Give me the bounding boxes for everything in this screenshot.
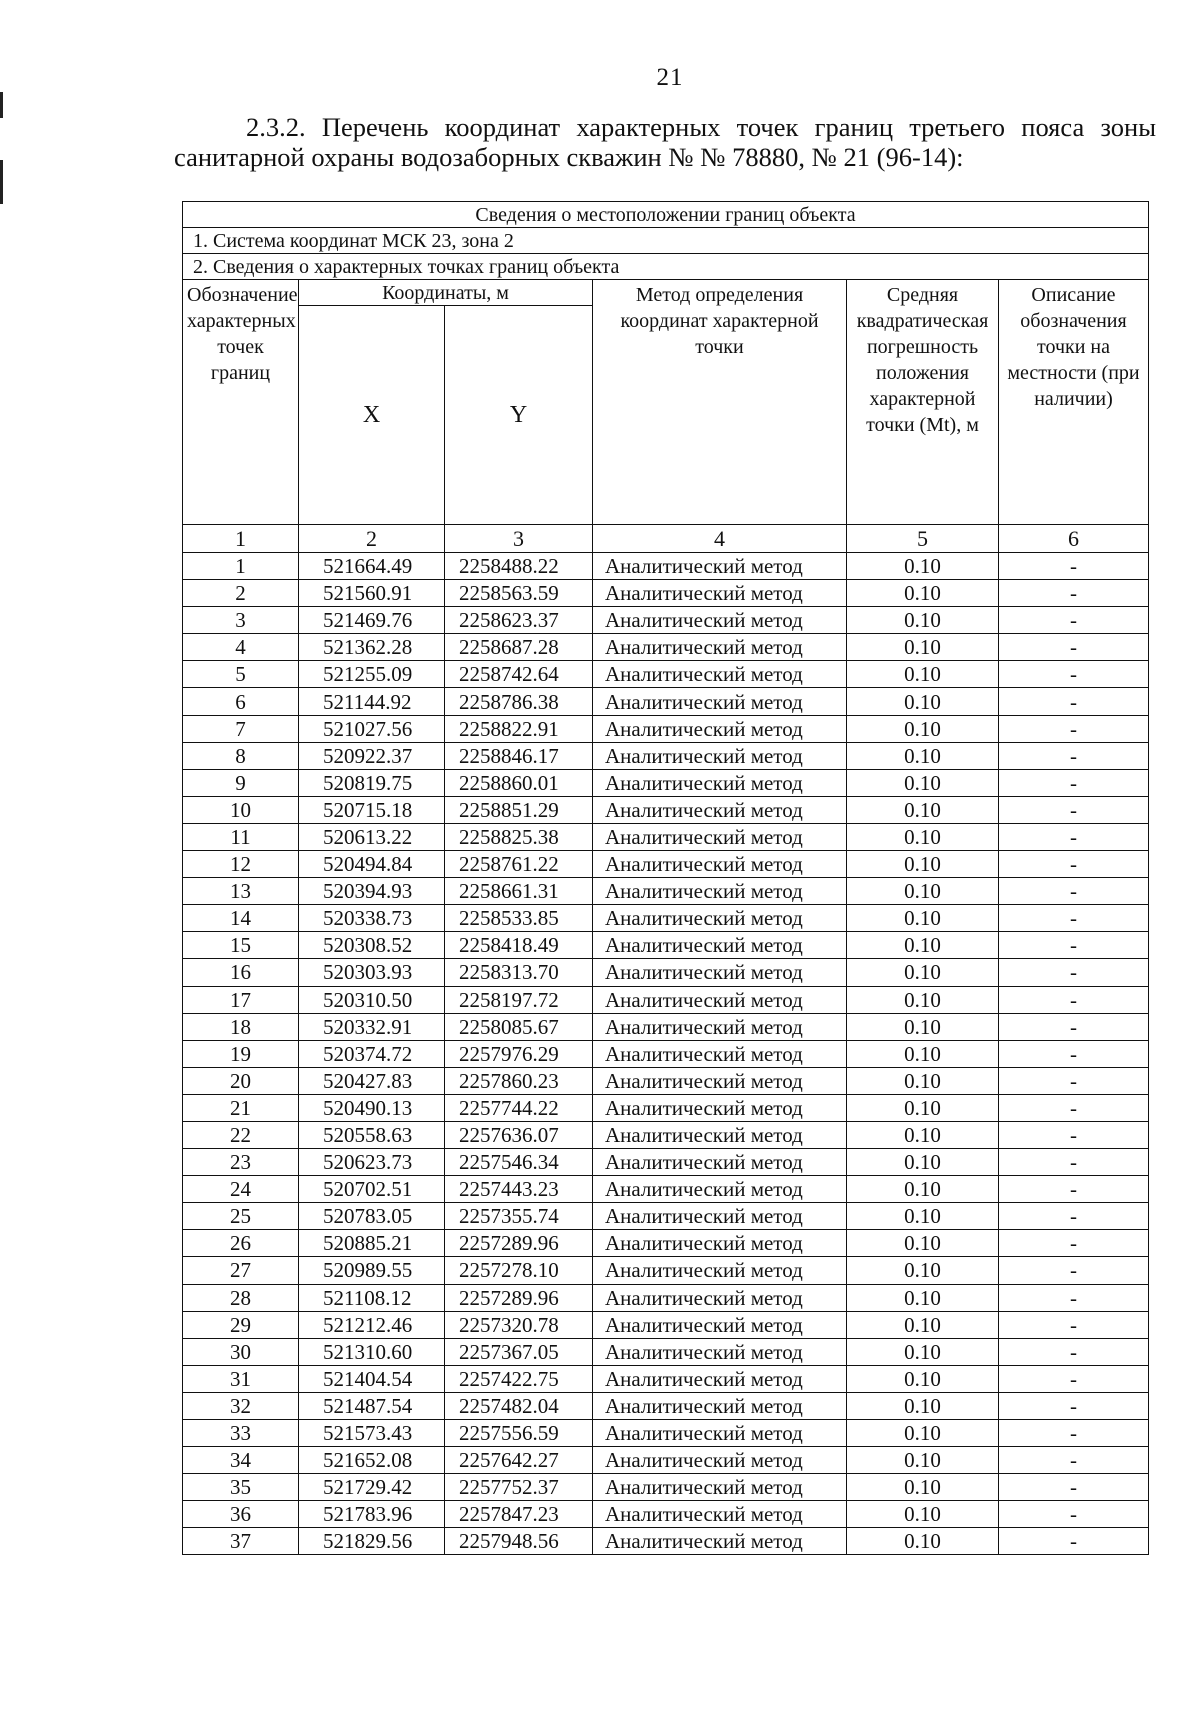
point-number-cell: 25 xyxy=(183,1203,299,1230)
error-cell: 0.10 xyxy=(847,1528,999,1555)
table-row xyxy=(183,634,1149,661)
table-row xyxy=(183,878,1149,905)
heading-line-1: 2.3.2. Перечень координат характерных точек границ третьего пояса зоны xyxy=(246,112,1156,142)
method-cell: Аналитический метод xyxy=(593,878,847,905)
table-title: Сведения о местоположении границ объекта xyxy=(183,202,1149,228)
method-cell: Аналитический метод xyxy=(593,796,847,823)
x-coordinate-cell: 520715.18 xyxy=(299,796,445,823)
y-coordinate-cell: 2257289.96 xyxy=(445,1230,593,1257)
table-row xyxy=(183,1121,1149,1148)
error-cell: 0.10 xyxy=(847,1365,999,1392)
table-row xyxy=(183,932,1149,959)
table-row xyxy=(183,1284,1149,1311)
y-coordinate-cell: 2257320.78 xyxy=(445,1311,593,1338)
error-cell: 0.10 xyxy=(847,769,999,796)
y-coordinate-cell: 2258846.17 xyxy=(445,742,593,769)
x-coordinate-cell: 520332.91 xyxy=(299,1013,445,1040)
heading-line-2: санитарной охраны водозаборных скважин № № 78880, № 21 (96-14): xyxy=(174,142,964,172)
method-cell: Аналитический метод xyxy=(593,742,847,769)
point-number-cell: 5 xyxy=(183,661,299,688)
error-cell: 0.10 xyxy=(847,1230,999,1257)
error-cell: 0.10 xyxy=(847,553,999,580)
error-cell: 0.10 xyxy=(847,1420,999,1447)
description-cell: - xyxy=(999,1230,1149,1257)
method-cell: Аналитический метод xyxy=(593,1176,847,1203)
error-cell: 0.10 xyxy=(847,1013,999,1040)
method-cell: Аналитический метод xyxy=(593,932,847,959)
point-number-cell: 22 xyxy=(183,1121,299,1148)
error-cell: 0.10 xyxy=(847,986,999,1013)
description-cell: - xyxy=(999,823,1149,850)
x-coordinate-cell: 521108.12 xyxy=(299,1284,445,1311)
point-number-cell: 9 xyxy=(183,769,299,796)
x-coordinate-cell: 520922.37 xyxy=(299,742,445,769)
x-coordinate-cell: 520310.50 xyxy=(299,986,445,1013)
error-cell: 0.10 xyxy=(847,1149,999,1176)
x-coordinate-cell: 521729.42 xyxy=(299,1474,445,1501)
y-coordinate-cell: 2257847.23 xyxy=(445,1501,593,1528)
description-cell: - xyxy=(999,1338,1149,1365)
page-number: 21 xyxy=(656,64,684,91)
table-row xyxy=(183,1257,1149,1284)
description-cell: - xyxy=(999,1257,1149,1284)
y-coordinate-cell: 2257556.59 xyxy=(445,1420,593,1447)
y-coordinate-cell: 2258742.64 xyxy=(445,661,593,688)
column-number: 2 xyxy=(299,525,445,553)
method-cell: Аналитический метод xyxy=(593,1067,847,1094)
x-coordinate-cell: 520819.75 xyxy=(299,769,445,796)
y-coordinate-cell: 2258313.70 xyxy=(445,959,593,986)
error-cell: 0.10 xyxy=(847,1203,999,1230)
y-coordinate-cell: 2258418.49 xyxy=(445,932,593,959)
method-cell: Аналитический метод xyxy=(593,1311,847,1338)
point-number-cell: 21 xyxy=(183,1094,299,1121)
point-number-cell: 36 xyxy=(183,1501,299,1528)
point-number-cell: 7 xyxy=(183,715,299,742)
table-row xyxy=(183,1365,1149,1392)
point-number-cell: 1 xyxy=(183,553,299,580)
error-cell: 0.10 xyxy=(847,823,999,850)
x-coordinate-cell: 520374.72 xyxy=(299,1040,445,1067)
description-cell: - xyxy=(999,1013,1149,1040)
error-cell: 0.10 xyxy=(847,878,999,905)
table-row xyxy=(183,959,1149,986)
method-cell: Аналитический метод xyxy=(593,1447,847,1474)
header-error: Средняя квадратическая погрешность положения характерной точки (Mt), м xyxy=(847,280,999,525)
points-info: 2. Сведения о характерных точках границ объекта xyxy=(183,254,1149,280)
error-cell: 0.10 xyxy=(847,959,999,986)
point-number-cell: 2 xyxy=(183,580,299,607)
y-coordinate-cell: 2258786.38 xyxy=(445,688,593,715)
description-cell: - xyxy=(999,1420,1149,1447)
point-number-cell: 26 xyxy=(183,1230,299,1257)
x-coordinate-cell: 521560.91 xyxy=(299,580,445,607)
point-number-cell: 3 xyxy=(183,607,299,634)
table-row xyxy=(183,1040,1149,1067)
table-row xyxy=(183,1149,1149,1176)
error-cell: 0.10 xyxy=(847,1067,999,1094)
table-row xyxy=(183,986,1149,1013)
x-coordinate-cell: 521144.92 xyxy=(299,688,445,715)
description-cell: - xyxy=(999,553,1149,580)
y-coordinate-cell: 2257482.04 xyxy=(445,1392,593,1419)
column-number: 4 xyxy=(593,525,847,553)
description-cell: - xyxy=(999,715,1149,742)
column-number: 5 xyxy=(847,525,999,553)
method-cell: Аналитический метод xyxy=(593,1392,847,1419)
header-coordinates: Координаты, м xyxy=(299,280,593,306)
y-coordinate-cell: 2257860.23 xyxy=(445,1067,593,1094)
description-cell: - xyxy=(999,1311,1149,1338)
point-number-cell: 28 xyxy=(183,1284,299,1311)
table-row xyxy=(183,1230,1149,1257)
description-cell: - xyxy=(999,1067,1149,1094)
error-cell: 0.10 xyxy=(847,851,999,878)
table-row xyxy=(183,1447,1149,1474)
method-cell: Аналитический метод xyxy=(593,1420,847,1447)
description-cell: - xyxy=(999,1528,1149,1555)
y-coordinate-cell: 2258623.37 xyxy=(445,607,593,634)
column-number: 3 xyxy=(445,525,593,553)
point-number-cell: 19 xyxy=(183,1040,299,1067)
y-coordinate-cell: 2258687.28 xyxy=(445,634,593,661)
description-cell: - xyxy=(999,688,1149,715)
method-cell: Аналитический метод xyxy=(593,661,847,688)
y-coordinate-cell: 2257642.27 xyxy=(445,1447,593,1474)
error-cell: 0.10 xyxy=(847,1176,999,1203)
y-coordinate-cell: 2258851.29 xyxy=(445,796,593,823)
error-cell: 0.10 xyxy=(847,1501,999,1528)
coordinates-table xyxy=(182,201,1149,1555)
description-cell: - xyxy=(999,1474,1149,1501)
x-coordinate-cell: 520303.93 xyxy=(299,959,445,986)
scan-mark xyxy=(0,92,3,118)
y-coordinate-cell: 2258085.67 xyxy=(445,1013,593,1040)
table-row xyxy=(183,1311,1149,1338)
method-cell: Аналитический метод xyxy=(593,959,847,986)
x-coordinate-cell: 521487.54 xyxy=(299,1392,445,1419)
x-coordinate-cell: 521362.28 xyxy=(299,634,445,661)
point-number-cell: 11 xyxy=(183,823,299,850)
error-cell: 0.10 xyxy=(847,688,999,715)
method-cell: Аналитический метод xyxy=(593,688,847,715)
x-coordinate-cell: 520885.21 xyxy=(299,1230,445,1257)
error-cell: 0.10 xyxy=(847,1040,999,1067)
x-coordinate-cell: 520558.63 xyxy=(299,1121,445,1148)
description-cell: - xyxy=(999,742,1149,769)
point-number-cell: 12 xyxy=(183,851,299,878)
description-cell: - xyxy=(999,851,1149,878)
description-cell: - xyxy=(999,1501,1149,1528)
error-cell: 0.10 xyxy=(847,1257,999,1284)
x-coordinate-cell: 521027.56 xyxy=(299,715,445,742)
y-coordinate-cell: 2258661.31 xyxy=(445,878,593,905)
method-cell: Аналитический метод xyxy=(593,1094,847,1121)
x-coordinate-cell: 520989.55 xyxy=(299,1257,445,1284)
x-coordinate-cell: 521783.96 xyxy=(299,1501,445,1528)
header-description: Описание обозначения точки на местности (при наличии) xyxy=(999,280,1149,525)
table-row xyxy=(183,851,1149,878)
table-row xyxy=(183,607,1149,634)
method-cell: Аналитический метод xyxy=(593,1203,847,1230)
error-cell: 0.10 xyxy=(847,1284,999,1311)
method-cell: Аналитический метод xyxy=(593,553,847,580)
table-row xyxy=(183,796,1149,823)
method-cell: Аналитический метод xyxy=(593,1149,847,1176)
point-number-cell: 16 xyxy=(183,959,299,986)
y-coordinate-cell: 2258533.85 xyxy=(445,905,593,932)
table-row xyxy=(183,1528,1149,1555)
method-cell: Аналитический метод xyxy=(593,851,847,878)
table-row xyxy=(183,1013,1149,1040)
description-cell: - xyxy=(999,634,1149,661)
table-row xyxy=(183,769,1149,796)
error-cell: 0.10 xyxy=(847,1311,999,1338)
x-coordinate-cell: 520702.51 xyxy=(299,1176,445,1203)
description-cell: - xyxy=(999,1176,1149,1203)
point-number-cell: 23 xyxy=(183,1149,299,1176)
description-cell: - xyxy=(999,1447,1149,1474)
x-coordinate-cell: 521664.49 xyxy=(299,553,445,580)
method-cell: Аналитический метод xyxy=(593,1040,847,1067)
table-row xyxy=(183,1176,1149,1203)
table-row xyxy=(183,715,1149,742)
table-row xyxy=(183,1203,1149,1230)
method-cell: Аналитический метод xyxy=(593,1474,847,1501)
header-y: Y xyxy=(445,306,593,525)
point-number-cell: 6 xyxy=(183,688,299,715)
point-number-cell: 8 xyxy=(183,742,299,769)
point-number-cell: 13 xyxy=(183,878,299,905)
method-cell: Аналитический метод xyxy=(593,1121,847,1148)
error-cell: 0.10 xyxy=(847,1338,999,1365)
error-cell: 0.10 xyxy=(847,634,999,661)
method-cell: Аналитический метод xyxy=(593,634,847,661)
point-number-cell: 34 xyxy=(183,1447,299,1474)
y-coordinate-cell: 2257367.05 xyxy=(445,1338,593,1365)
coord-system: 1. Система координат МСК 23, зона 2 xyxy=(183,228,1149,254)
table-row xyxy=(183,580,1149,607)
method-cell: Аналитический метод xyxy=(593,823,847,850)
table-row xyxy=(183,1392,1149,1419)
x-coordinate-cell: 521212.46 xyxy=(299,1311,445,1338)
point-number-cell: 35 xyxy=(183,1474,299,1501)
description-cell: - xyxy=(999,769,1149,796)
error-cell: 0.10 xyxy=(847,1474,999,1501)
column-number: 6 xyxy=(999,525,1149,553)
description-cell: - xyxy=(999,1392,1149,1419)
section-heading xyxy=(174,112,1156,172)
error-cell: 0.10 xyxy=(847,1447,999,1474)
description-cell: - xyxy=(999,796,1149,823)
table-row xyxy=(183,1420,1149,1447)
error-cell: 0.10 xyxy=(847,715,999,742)
error-cell: 0.10 xyxy=(847,1121,999,1148)
x-coordinate-cell: 521255.09 xyxy=(299,661,445,688)
table-row xyxy=(183,1474,1149,1501)
y-coordinate-cell: 2258825.38 xyxy=(445,823,593,850)
table-row xyxy=(183,1067,1149,1094)
x-coordinate-cell: 520427.83 xyxy=(299,1067,445,1094)
y-coordinate-cell: 2257443.23 xyxy=(445,1176,593,1203)
table-row xyxy=(183,742,1149,769)
table-row xyxy=(183,823,1149,850)
method-cell: Аналитический метод xyxy=(593,607,847,634)
description-cell: - xyxy=(999,905,1149,932)
scan-mark xyxy=(0,160,3,204)
x-coordinate-cell: 521469.76 xyxy=(299,607,445,634)
table-row xyxy=(183,1338,1149,1365)
x-coordinate-cell: 520783.05 xyxy=(299,1203,445,1230)
y-coordinate-cell: 2257752.37 xyxy=(445,1474,593,1501)
method-cell: Аналитический метод xyxy=(593,1528,847,1555)
method-cell: Аналитический метод xyxy=(593,1230,847,1257)
x-coordinate-cell: 521573.43 xyxy=(299,1420,445,1447)
point-number-cell: 29 xyxy=(183,1311,299,1338)
point-number-cell: 17 xyxy=(183,986,299,1013)
method-cell: Аналитический метод xyxy=(593,769,847,796)
x-coordinate-cell: 520308.52 xyxy=(299,932,445,959)
table-row xyxy=(183,661,1149,688)
error-cell: 0.10 xyxy=(847,661,999,688)
method-cell: Аналитический метод xyxy=(593,986,847,1013)
method-cell: Аналитический метод xyxy=(593,1338,847,1365)
point-number-cell: 27 xyxy=(183,1257,299,1284)
method-cell: Аналитический метод xyxy=(593,1284,847,1311)
y-coordinate-cell: 2257546.34 xyxy=(445,1149,593,1176)
point-number-cell: 33 xyxy=(183,1420,299,1447)
x-coordinate-cell: 520338.73 xyxy=(299,905,445,932)
error-cell: 0.10 xyxy=(847,796,999,823)
y-coordinate-cell: 2257976.29 xyxy=(445,1040,593,1067)
error-cell: 0.10 xyxy=(847,607,999,634)
y-coordinate-cell: 2258822.91 xyxy=(445,715,593,742)
y-coordinate-cell: 2257289.96 xyxy=(445,1284,593,1311)
header-x: X xyxy=(299,306,445,525)
error-cell: 0.10 xyxy=(847,905,999,932)
point-number-cell: 14 xyxy=(183,905,299,932)
y-coordinate-cell: 2257278.10 xyxy=(445,1257,593,1284)
table-row xyxy=(183,688,1149,715)
description-cell: - xyxy=(999,878,1149,905)
error-cell: 0.10 xyxy=(847,932,999,959)
y-coordinate-cell: 2257355.74 xyxy=(445,1203,593,1230)
x-coordinate-cell: 520623.73 xyxy=(299,1149,445,1176)
description-cell: - xyxy=(999,986,1149,1013)
point-number-cell: 10 xyxy=(183,796,299,823)
y-coordinate-cell: 2257422.75 xyxy=(445,1365,593,1392)
description-cell: - xyxy=(999,1284,1149,1311)
header-method: Метод определения координат характерной точки xyxy=(593,280,847,525)
x-coordinate-cell: 520394.93 xyxy=(299,878,445,905)
description-cell: - xyxy=(999,1121,1149,1148)
x-coordinate-cell: 521404.54 xyxy=(299,1365,445,1392)
method-cell: Аналитический метод xyxy=(593,1365,847,1392)
point-number-cell: 4 xyxy=(183,634,299,661)
method-cell: Аналитический метод xyxy=(593,580,847,607)
point-number-cell: 20 xyxy=(183,1067,299,1094)
y-coordinate-cell: 2257744.22 xyxy=(445,1094,593,1121)
method-cell: Аналитический метод xyxy=(593,1013,847,1040)
description-cell: - xyxy=(999,1094,1149,1121)
x-coordinate-cell: 520490.13 xyxy=(299,1094,445,1121)
table-row xyxy=(183,1094,1149,1121)
description-cell: - xyxy=(999,661,1149,688)
y-coordinate-cell: 2257636.07 xyxy=(445,1121,593,1148)
y-coordinate-cell: 2258563.59 xyxy=(445,580,593,607)
description-cell: - xyxy=(999,1365,1149,1392)
description-cell: - xyxy=(999,580,1149,607)
point-number-cell: 18 xyxy=(183,1013,299,1040)
y-coordinate-cell: 2258860.01 xyxy=(445,769,593,796)
description-cell: - xyxy=(999,1203,1149,1230)
description-cell: - xyxy=(999,959,1149,986)
x-coordinate-cell: 520494.84 xyxy=(299,851,445,878)
x-coordinate-cell: 521829.56 xyxy=(299,1528,445,1555)
error-cell: 0.10 xyxy=(847,1094,999,1121)
table-row xyxy=(183,1501,1149,1528)
method-cell: Аналитический метод xyxy=(593,1257,847,1284)
point-number-cell: 30 xyxy=(183,1338,299,1365)
y-coordinate-cell: 2258761.22 xyxy=(445,851,593,878)
point-number-cell: 31 xyxy=(183,1365,299,1392)
y-coordinate-cell: 2258488.22 xyxy=(445,553,593,580)
description-cell: - xyxy=(999,1040,1149,1067)
x-coordinate-cell: 521310.60 xyxy=(299,1338,445,1365)
y-coordinate-cell: 2257948.56 xyxy=(445,1528,593,1555)
point-number-cell: 37 xyxy=(183,1528,299,1555)
y-coordinate-cell: 2258197.72 xyxy=(445,986,593,1013)
point-number-cell: 15 xyxy=(183,932,299,959)
method-cell: Аналитический метод xyxy=(593,905,847,932)
description-cell: - xyxy=(999,932,1149,959)
point-number-cell: 24 xyxy=(183,1176,299,1203)
x-coordinate-cell: 521652.08 xyxy=(299,1447,445,1474)
column-number: 1 xyxy=(183,525,299,553)
method-cell: Аналитический метод xyxy=(593,715,847,742)
description-cell: - xyxy=(999,1149,1149,1176)
header-designation: Обозначение характерных точек границ xyxy=(183,280,299,525)
point-number-cell: 32 xyxy=(183,1392,299,1419)
column-numbers-row xyxy=(183,525,1149,553)
error-cell: 0.10 xyxy=(847,1392,999,1419)
table-row xyxy=(183,553,1149,580)
table-row xyxy=(183,905,1149,932)
x-coordinate-cell: 520613.22 xyxy=(299,823,445,850)
description-cell: - xyxy=(999,607,1149,634)
error-cell: 0.10 xyxy=(847,580,999,607)
error-cell: 0.10 xyxy=(847,742,999,769)
method-cell: Аналитический метод xyxy=(593,1501,847,1528)
